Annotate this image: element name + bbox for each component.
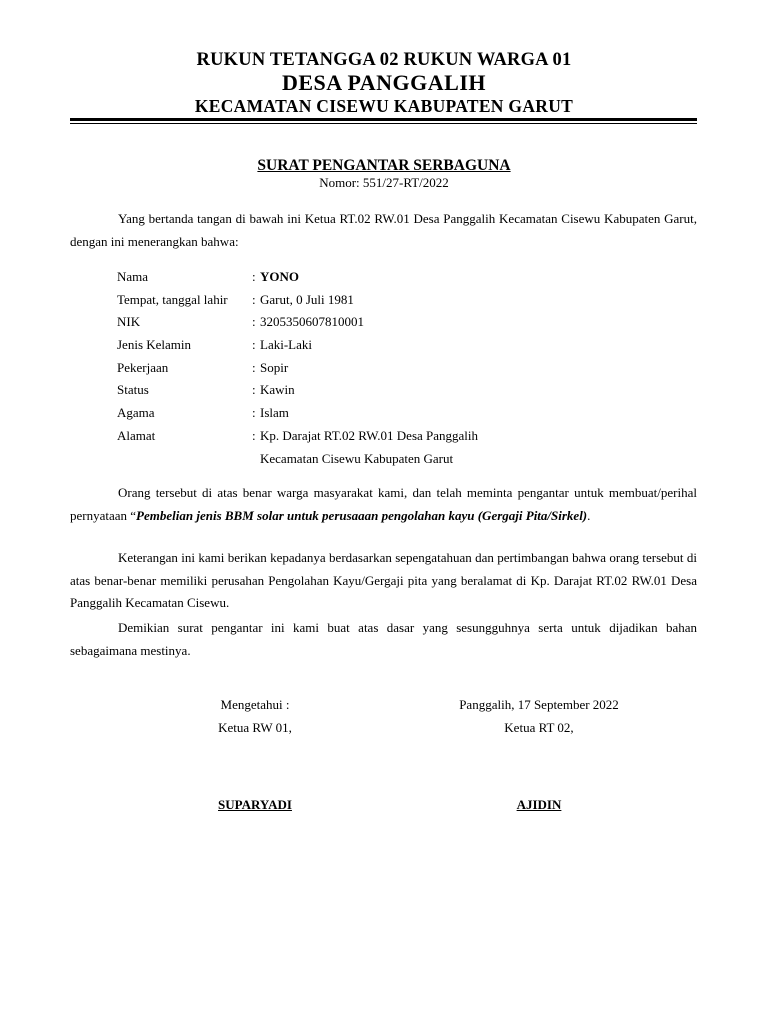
closing-paragraph: Demikian surat pengantar ini kami buat atas dasar yang sesungguhnya serta untuk dijadikan bahan sebagaimana mestinya. xyxy=(70,620,697,658)
letterhead-village-name: DESA PANGGALIH xyxy=(281,70,486,95)
left-signature-role: Ketua RW 01, xyxy=(218,720,292,735)
intro-paragraph: Yang bertanda tangan di bawah ini Ketua RT.02 RW.01 Desa Panggalih Kecamatan Cisewu Kabupaten Garut, dengan ini menerangkan bahwa: xyxy=(70,211,697,249)
letterhead-line-1: RUKUN TETANGGA 02 RUKUN WARGA 01 xyxy=(196,50,572,70)
field-value: Kawin xyxy=(260,382,295,398)
statement-paragraph: Keterangan ini kami berikan kepadanya berdasarkan sepengatahuan dan pertimbangan bahwa orang tersebut di atas benar-benar memiliki perusahan Pengolahan Kayu/Gergaji pita yang beralamat di Kp. Darajat RT.02 RW.01 Desa Panggalih Kecamatan Cisewu. xyxy=(70,550,697,610)
purpose-emphasis: Pembelian jenis BBM solar untuk perusaaan pengolahan kayu (Gergaji Pita/Sirkel) xyxy=(136,507,588,523)
field-label: Pekerjaan xyxy=(117,359,169,375)
field-colon: : xyxy=(252,337,256,353)
field-label: Jenis Kelamin xyxy=(117,337,192,353)
purpose-text: Orang tersebut di atas benar warga masyarakat kami, dan telah meminta pengantar untuk membuat/perihal pernyataan “ xyxy=(70,485,697,523)
field-label: NIK xyxy=(117,314,141,330)
field-row-gender xyxy=(117,334,697,357)
field-label: Agama xyxy=(117,405,155,421)
field-value: Kp. Darajat RT.02 RW.01 Desa Panggalih xyxy=(260,427,479,443)
field-row-religion xyxy=(117,402,697,425)
letterhead-line-3: KECAMATAN CISEWU KABUPATEN GARUT xyxy=(194,96,574,116)
field-colon: : xyxy=(252,427,256,443)
left-signatory-name: SUPARYADI xyxy=(218,797,292,812)
field-row-birth xyxy=(117,289,697,312)
right-signature-role: Ketua RT 02, xyxy=(504,720,574,735)
field-value: 3205350607810001 xyxy=(260,314,364,330)
field-row-name xyxy=(117,266,697,289)
field-value: Laki-Laki xyxy=(260,337,312,353)
identity-fields xyxy=(117,266,697,470)
field-row-address xyxy=(117,425,697,448)
field-value: Islam xyxy=(260,405,289,421)
field-colon: : xyxy=(252,359,256,375)
field-value: Garut, 0 Juli 1981 xyxy=(260,291,354,307)
field-colon: : xyxy=(252,382,256,398)
letter-title-text: SURAT PENGANTAR SERBAGUNA xyxy=(257,157,511,174)
purpose-end: . xyxy=(587,507,591,523)
field-value: YONO xyxy=(260,269,299,284)
right-signatory-name: AJIDIN xyxy=(516,797,562,812)
field-colon: : xyxy=(252,269,256,284)
field-colon: : xyxy=(252,314,256,330)
field-label: Tempat, tanggal lahir xyxy=(117,291,228,307)
field-row-occupation xyxy=(117,357,697,380)
letter-title xyxy=(70,157,698,175)
field-row-nik xyxy=(117,311,697,334)
field-label: Nama xyxy=(117,269,149,284)
field-row-address-continued xyxy=(117,448,697,471)
letter-number: Nomor: 551/27-RT/2022 xyxy=(319,175,449,190)
letterhead-divider-thin xyxy=(70,123,697,124)
field-row-status xyxy=(117,379,697,402)
field-label: Status xyxy=(117,382,149,398)
field-colon: : xyxy=(252,405,256,421)
left-signature-caption: Mengetahui : xyxy=(220,697,290,712)
field-label: Alamat xyxy=(117,427,156,443)
purpose-paragraph xyxy=(70,482,697,527)
field-value: Sopir xyxy=(260,359,289,375)
field-colon: : xyxy=(252,291,256,307)
letterhead-divider-thick xyxy=(70,118,697,121)
right-signature-place-date: Panggalih, 17 September 2022 xyxy=(459,697,619,712)
field-value: Kecamatan Cisewu Kabupaten Garut xyxy=(260,450,454,466)
